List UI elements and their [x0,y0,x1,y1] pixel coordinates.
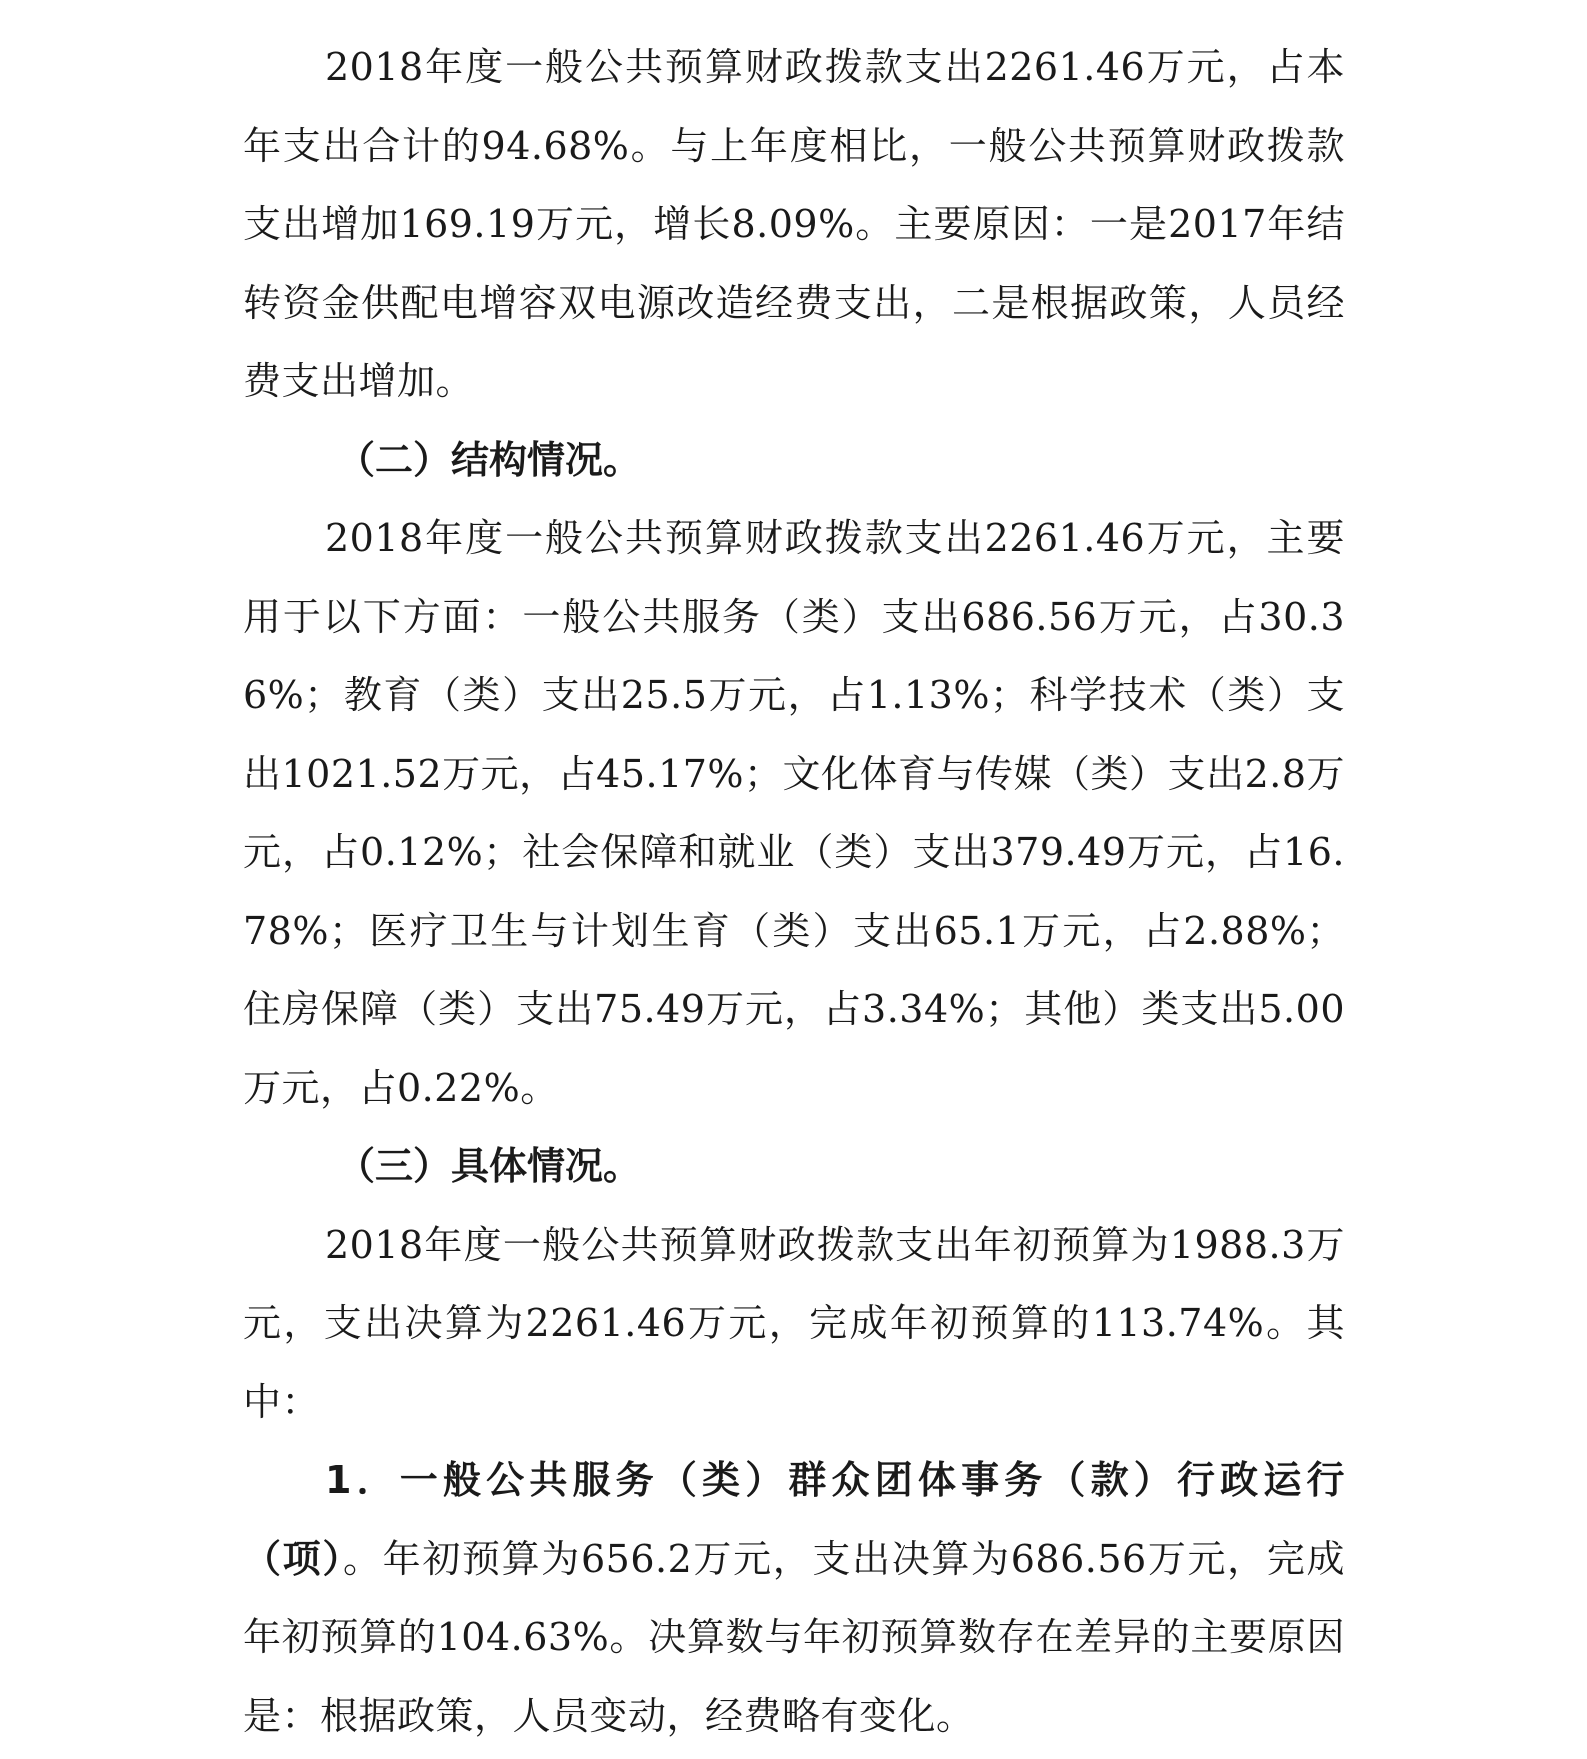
section-heading-structure: （二）结构情况。 [337,437,642,482]
section-heading-details: （三）具体情况。 [337,1144,642,1188]
paragraph-structure: 2018年度一般公共预算财政拨款支出2261.46万元，主要用于以下方面：一般公共服务（类）支出686.56万元，占30.36%；教育（类）支出25.5万元，占1.13%；科学技术（类）支出1021.52万元，占45.17%；文化体育与传媒（类）支出2.8万元，占0.12%；社会保障和就业（类）支出379.49万元，占16.78%；医疗卫生与计划生育（类）支出65.1万元，占2.88%；住房保障（类）支出75.49万元，占3.34%；其他）类支出5.00万元，占0.22%。 [243,516,1345,1110]
paragraph-item-1 [243,1441,1345,1755]
paragraph-total-expenditure: 2018年度一般公共预算财政拨款支出2261.46万元，占本年支出合计的94.68%。与上年度相比，一般公共预算财政拨款支出增加169.19万元，增长8.09%。主要原因：一是2017年结转资金供配电增容双电源改造经费支出，二是根据政策，人员经费支出增加。 [243,45,1345,403]
document-page [243,28,1345,1755]
paragraph-details: 2018年度一般公共预算财政拨款支出年初预算为1988.3万元，支出决算为2261.46万元，完成年初预算的113.74%。其中： [243,1222,1345,1424]
item-1-body: 。年初预算为656.2万元，支出决算为686.56万元，完成年初预算的104.63%。决算数与年初预算数存在差异的主要原因是：根据政策，人员变动，经费略有变化。 [243,1536,1345,1738]
item-1-title: 1．一般公共服务（类）群众团体事务（款）行政运行（项） [243,1458,1345,1581]
